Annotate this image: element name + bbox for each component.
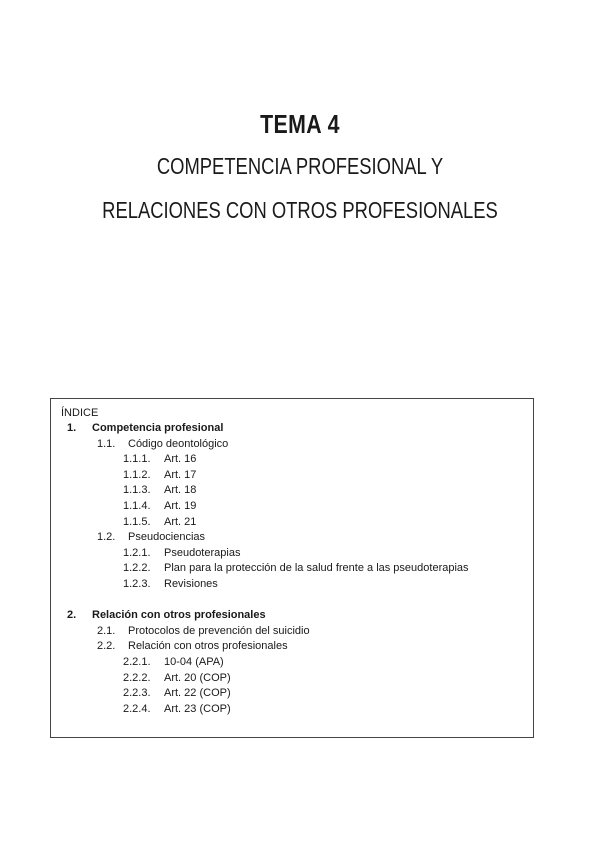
- toc-item: [51, 515, 533, 531]
- toc-item: [51, 702, 533, 718]
- toc-item-text: Art. 22 (COP): [164, 687, 231, 700]
- toc-item-text: Art. 17: [164, 468, 197, 481]
- toc-item-text: 10-04 (APA): [164, 655, 224, 668]
- toc-item-number: 1.2.3.: [123, 577, 151, 590]
- toc-item: [51, 561, 533, 577]
- toc-item-number: 2.2.4.: [123, 702, 151, 715]
- toc-item-text: Art. 16: [164, 453, 197, 466]
- toc-item: [51, 608, 533, 624]
- toc-item-number: 1.1.1.: [123, 453, 151, 466]
- document-title: TEMA 4: [260, 109, 340, 139]
- toc-item-text: Pseudociencias: [128, 531, 206, 544]
- toc-item-text: Art. 21: [164, 515, 197, 528]
- toc-item-number: 2.1.: [97, 624, 116, 637]
- toc-item-text: Relación con otros profesionales: [128, 640, 288, 653]
- toc-item-number: 2.2.2.: [123, 671, 151, 684]
- document-subtitle-line-2: RELACIONES CON OTROS PROFESIONALES: [102, 197, 498, 223]
- toc-item-number: 2.: [67, 609, 77, 622]
- toc-item: [51, 421, 533, 437]
- toc-item-number: 2.2.: [97, 640, 116, 653]
- toc-item: [51, 546, 533, 562]
- toc-item-text: Protocolos de prevención del suicidio: [128, 624, 310, 637]
- toc-item: [51, 624, 533, 640]
- toc-item: [51, 437, 533, 453]
- toc-item-number: 1.1.4.: [123, 499, 151, 512]
- toc-item: [51, 671, 533, 687]
- toc-item-text: Art. 18: [164, 484, 197, 497]
- toc-item-number: 1.2.: [97, 531, 116, 544]
- toc-list: [51, 421, 533, 717]
- toc-item-number: 2.2.1.: [123, 655, 151, 668]
- toc-item: [51, 577, 533, 593]
- toc-item-text: Competencia profesional: [92, 422, 224, 434]
- toc-item-text: Art. 20 (COP): [164, 671, 231, 684]
- toc-item-text: Código deontológico: [128, 437, 229, 450]
- toc-item: [51, 686, 533, 702]
- toc-item-number: 1.1.5.: [123, 515, 151, 528]
- toc-item-number: 1.: [67, 422, 77, 434]
- toc-item: [51, 499, 533, 515]
- toc-item: [51, 452, 533, 468]
- toc-item: [51, 639, 533, 655]
- toc-item-number: 1.2.2.: [123, 562, 151, 575]
- toc-item-number: 1.1.3.: [123, 484, 151, 497]
- toc-item-number: 1.1.2.: [123, 468, 151, 481]
- toc-item-text: Art. 23 (COP): [164, 702, 231, 715]
- toc-item-text: Art. 19: [164, 499, 197, 512]
- toc-item-number: 1.1.: [97, 437, 116, 450]
- table-of-contents: [50, 398, 534, 738]
- toc-item-number: 1.2.1.: [123, 546, 151, 559]
- toc-item-number: 2.2.3.: [123, 687, 151, 700]
- toc-item-text: Plan para la protección de la salud frente a las pseudoterapias: [164, 562, 469, 575]
- toc-heading: ÍNDICE: [61, 407, 99, 419]
- title-block: [0, 104, 600, 232]
- document-subtitle-line-1: COMPETENCIA PROFESIONAL Y: [156, 153, 444, 179]
- toc-item: [51, 483, 533, 499]
- toc-item: [51, 468, 533, 484]
- toc-item: [51, 655, 533, 671]
- toc-item-text: Revisiones: [164, 577, 218, 590]
- toc-item-text: Relación con otros profesionales: [92, 609, 266, 622]
- toc-item-text: Pseudoterapias: [164, 546, 241, 559]
- toc-item: [51, 530, 533, 546]
